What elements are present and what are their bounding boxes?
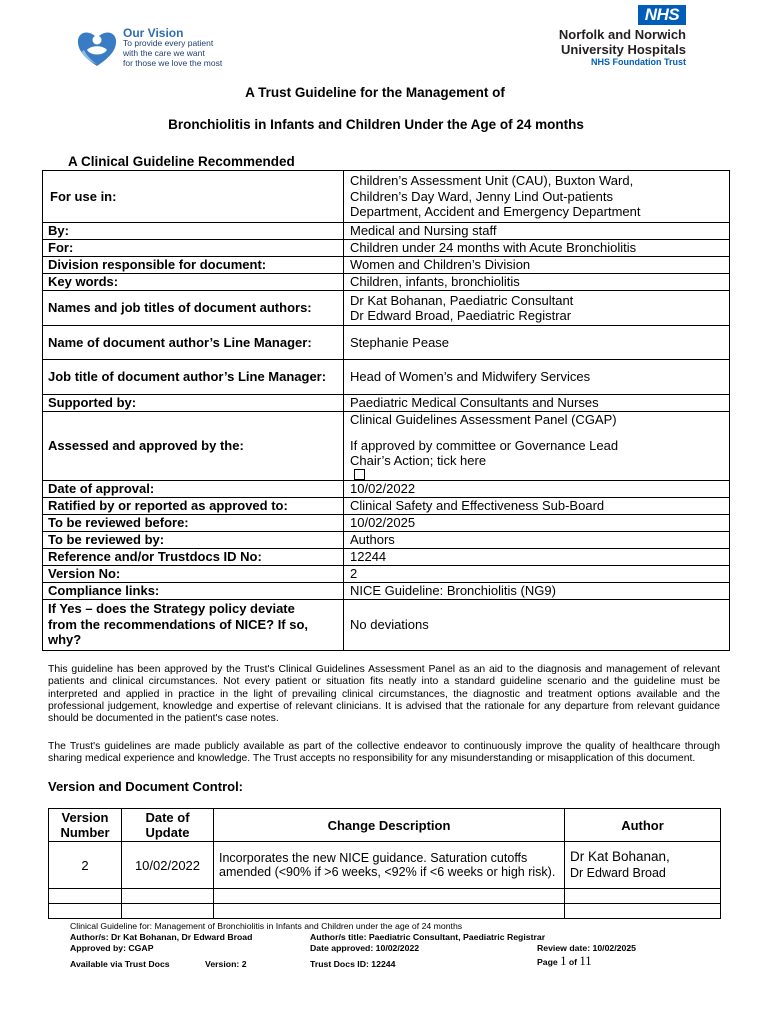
table-row [43,412,730,481]
version-control-heading: Version and Document Control: [48,779,244,794]
row-value: No deviations [344,599,730,650]
row-label: Key words: [43,274,344,291]
table-row [43,395,730,412]
author-cell: Dr Kat Bohanan, Dr Edward Broad [565,842,721,889]
row-value: 10/02/2025 [344,514,730,531]
org-trust: NHS Foundation Trust [591,57,686,67]
row-label: Compliance links: [43,582,344,599]
table-row-empty [49,889,721,904]
row-label: Supported by: [43,395,344,412]
footer-guideline-title: Clinical Guideline for: Management of Bronchiolitis in Infants and Children under the age of 24 months [70,921,463,931]
date-cell: 10/02/2022 [122,842,214,889]
nhs-trust-logo [486,5,686,67]
table-row [43,599,730,650]
document-subtitle: A Clinical Guideline Recommended [68,154,295,169]
tick-checkbox[interactable] [354,469,365,480]
footer-approved-by: Approved by: CGAP [70,943,154,953]
row-label: Division responsible for document: [43,257,344,274]
publication-paragraph: The Trust's guidelines are made publicly available as part of the collective endeavor to continuously improve the quality of healthcare through sharing medical experience and knowledge. The Trust accepts no responsibility for any misunderstanding or misapplication of this document. [48,741,720,765]
table-row [43,291,730,326]
footer-version: Version: 2 [205,959,247,969]
row-label: Names and job titles of document authors: [43,291,344,326]
org-name-line1: Norfolk and Norwich [558,27,686,42]
row-value: 2 [344,565,730,582]
table-row [43,497,730,514]
row-value: Clinical Guidelines Assessment Panel (CGAP) If approved by committee or Governance Lead Chair’s Action; tick here [344,412,730,481]
footer-date-approved: Date approved: 10/02/2022 [310,943,420,953]
row-value: Authors [344,531,730,548]
vision-title: Our Vision [123,26,184,40]
row-label: Job title of document author’s Line Manager: [43,360,344,395]
table-row [43,240,730,257]
table-row [43,531,730,548]
table-row [49,842,721,889]
row-value: NICE Guideline: Bronchiolitis (NG9) [344,582,730,599]
footer-review-date: Review date: 10/02/2025 [537,943,637,953]
table-row [43,171,730,223]
table-row [43,514,730,531]
table-header-row [49,809,721,842]
column-header: Date of Update [122,809,214,842]
row-label: Name of document author’s Line Manager: [43,326,344,360]
heart-hands-icon [75,26,119,70]
page-number: Page 1 of 11 [537,954,592,968]
footer-available: Available via Trust Docs [70,959,170,969]
row-value: Children under 24 months with Acute Bronchiolitis [344,240,730,257]
row-label: For: [43,240,344,257]
row-value: 10/02/2022 [344,480,730,497]
org-name-line2: University Hospitals [561,42,686,57]
column-header: Change Description [214,809,565,842]
vision-tagline: To provide every patient with the care we want for those we love the most [123,38,223,68]
row-value: Paediatric Medical Consultants and Nurses [344,395,730,412]
row-label: For use in: [43,171,344,223]
row-value: Women and Children’s Division [344,257,730,274]
row-value: Stephanie Pease [344,326,730,360]
document-title-line2: Bronchiolitis in Infants and Children Under the Age of 24 months [168,117,584,132]
row-value: Medical and Nursing staff [344,223,730,240]
row-label: By: [43,223,344,240]
disclaimer-paragraph: This guideline has been approved by the Trust's Clinical Guidelines Assessment Panel as an aid to the diagnosis and management of relevant patients and clinical circumstances. Not every patient or situation fits neatly into a standard guideline scenario and the guideline must be interpreted and applied in practice in the light of prevailing clinical circumstances, the diagnostic and treatment options available and the professional judgement, knowledge and expertise of relevant clinicians. It is advised that the rationale for any departure from relevant guidance should be documented in the patient's case notes. [48,664,720,725]
footer-trust-docs-id: Trust Docs ID: 12244 [310,959,396,969]
row-value: Head of Women’s and Midwifery Services [344,360,730,395]
row-label: Ratified by or reported as approved to: [43,497,344,514]
version-cell: 2 [49,842,122,889]
table-row [43,582,730,599]
row-value: Children’s Assessment Unit (CAU), Buxton Ward, Children’s Day Ward, Jenny Lind Out-patients Department, Accident and Emergency Department [344,171,730,223]
version-control-table [48,808,721,919]
row-label: Reference and/or Trustdocs ID No: [43,548,344,565]
document-title-line1: A Trust Guideline for the Management of [245,85,505,100]
row-value: Children, infants, bronchiolitis [344,274,730,291]
table-row [43,223,730,240]
row-label: To be reviewed before: [43,514,344,531]
table-row [43,326,730,360]
row-label: Version No: [43,565,344,582]
table-row [43,360,730,395]
column-header: Version Number [49,809,122,842]
document-info-table [42,170,730,651]
row-value: Clinical Safety and Effectiveness Sub-Board [344,497,730,514]
nhs-badge: NHS [638,5,686,25]
column-header: Author [565,809,721,842]
table-row [43,480,730,497]
our-vision-logo [75,26,235,70]
row-label: To be reviewed by: [43,531,344,548]
table-row [43,565,730,582]
table-row [43,274,730,291]
table-row [43,257,730,274]
page-footer [70,919,690,979]
row-label: Date of approval: [43,480,344,497]
table-row-empty [49,904,721,919]
row-label: Assessed and approved by the: [43,412,344,481]
row-value: Dr Kat Bohanan, Paediatric Consultant Dr Edward Broad, Paediatric Registrar [344,291,730,326]
footer-author-title: Author/s title: Paediatric Consultant, Paediatric Registrar [310,932,546,942]
row-value: 12244 [344,548,730,565]
table-row [43,548,730,565]
footer-authors: Author/s: Dr Kat Bohanan, Dr Edward Broad [70,932,253,942]
row-label: If Yes – does the Strategy policy deviate from the recommendations of NICE? If so, why? [43,599,344,650]
change-description-cell: Incorporates the new NICE guidance. Saturation cutoffs amended (<90% if >6 weeks, <92% if <6 weeks or high risk). [214,842,565,889]
